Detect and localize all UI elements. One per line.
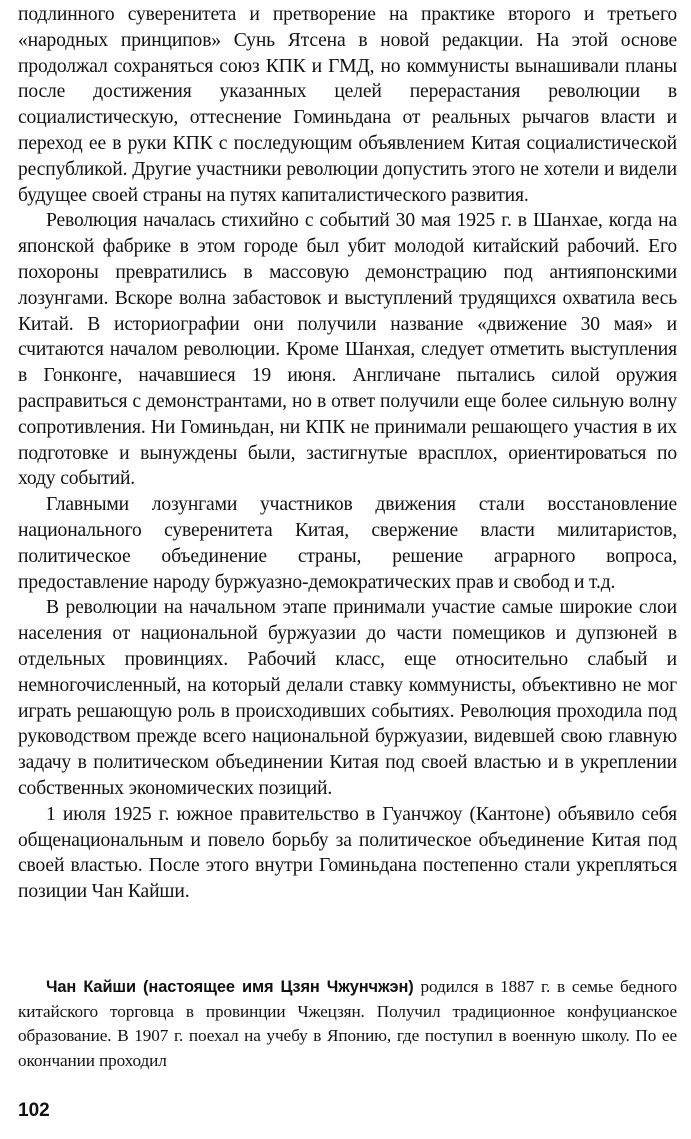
biography-paragraph [18, 975, 677, 1073]
paragraph-revolution-start: Революция началась стихийно с событий 30 мая 1925 г. в Шанхае, когда на японской фабрике в этом городе был убит молодой китайский рабочий. Его похороны превратились в массовую демонстрацию под антияпонскими лозунгами. Вскоре волна забастовок и выступлений трудящихся охватила весь Китай. В историографии они получили название «движение 30 мая» и считаются началом революции. Кроме Шанхая, следует отметить выступления в Гонконге, начавшиеся 19 июня. Англичане пытались силой оружия расправиться с демонстрантами, но в ответ получили еще более сильную волну сопротивления. Ни Гоминьдан, ни КПК не принимали решающего участия в их подготовке и вынуждены были, застигнутые врасплох, ориентироваться по ходу событий. [18, 210, 677, 490]
biography-sidebar [18, 975, 677, 1073]
book-page [18, 2, 677, 1137]
paragraph-participants: В революции на начальном этапе принимали участие самые широкие слои населения от национальной буржуазии до части помещиков и дупзюней в отдельных провинциях. Рабочий класс, еще относительно слабый и немногочисленный, на который делали ставку коммунисты, объективно не мог играть решающую роль в происходивших событиях. Революция проходила под руководством прежде всего национальной буржуазии, видевшей свою главную задачу в политическом объединении Китая под своей властью и в укреплении собственных экономических позиций. [18, 597, 677, 799]
page-number: 102 [18, 1100, 50, 1121]
paragraph-continuation: подлинного суверенитета и претворение на практике второго и третьего «народных принципов» Сунь Ятсена в новой редакции. На этой основе продолжал сохраняться союз КПК и ГМД, но коммунисты вынашивали планы после достижения указанных целей перерастания революции в социалистическую, оттеснение Гоминьдана от реальных рычагов власти и переход ее в руки КПК с последующим объявлением Китая социалистической республикой. Другие участники революции допустить этого не хотели и видели будущее своей страны на путях капиталистического развития. [18, 4, 677, 206]
paragraph-slogans: Главными лозунгами участников движения стали восстановление национального суверенитета Китая, свержение власти милитаристов, политическое объединение страны, решение аграрного вопроса, предоставление народу буржуазно-демократических прав и свобод и т.д. [18, 494, 677, 593]
biography-lead: Чан Кайши (настоящее имя Цзян Чжунчжэн) [46, 978, 414, 996]
paragraph-july-1925: 1 июля 1925 г. южное правительство в Гуанчжоу (Кантоне) объявило себя общенациональным и повело борьбу за политическое объединение Китая под своей властью. После этого внутри Гоминьдана постепенно стали укрепляться позиции Чан Кайши. [18, 803, 677, 903]
main-text [18, 2, 677, 905]
biography-text: родился в 1887 г. в семье бедного китайского торговца в провинции Чжецзян. Получил традиционное конфуцианское образование. В 1907 г. поехал на учебу в Японию, где поступил в военную школу. По ее окончании проходил [18, 977, 678, 1070]
